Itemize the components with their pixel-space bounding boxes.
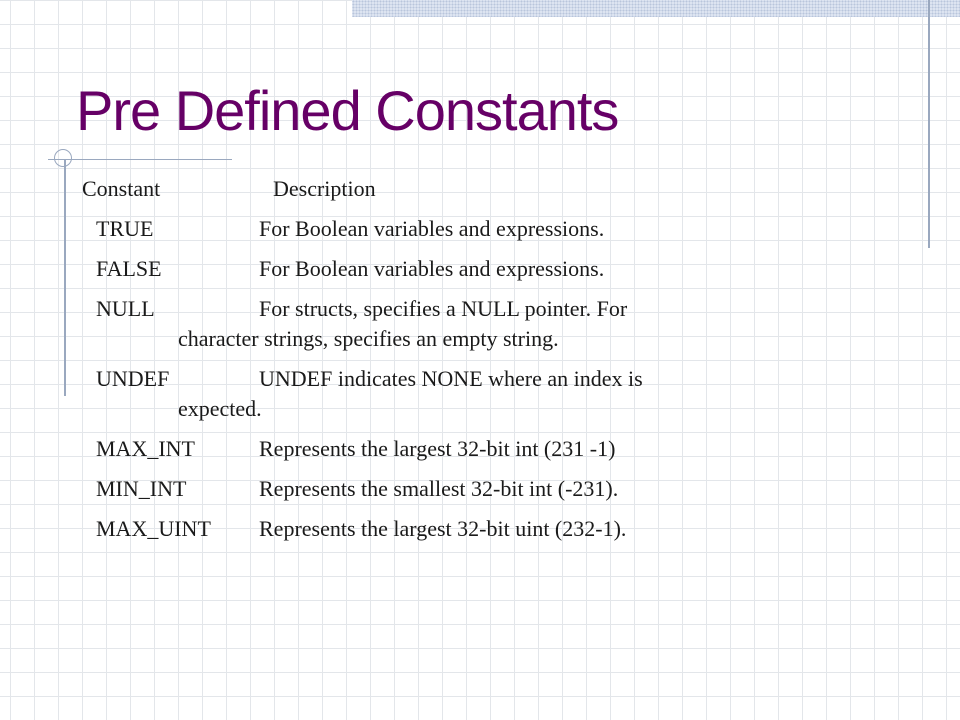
constant-description: For Boolean variables and expressions. [259, 216, 605, 241]
constant-description-continuation: character strings, specifies an empty string. [178, 326, 559, 351]
circle-ornament-icon [54, 149, 72, 167]
table-row [82, 294, 862, 354]
constant-name: TRUE [96, 216, 154, 241]
table-row [82, 364, 862, 424]
left-accent-line [64, 160, 66, 396]
table-row [82, 474, 862, 504]
constant-name: NULL [96, 296, 155, 321]
slide-title: Pre Defined Constants [76, 79, 619, 142]
constant-description: Represents the largest 32-bit uint (232-1). [259, 516, 627, 541]
table-row [82, 514, 862, 544]
right-accent-line [928, 0, 930, 248]
constant-description: UNDEF indicates NONE where an index is [259, 366, 643, 391]
constant-name: FALSE [96, 256, 162, 281]
table-row [82, 254, 862, 284]
constant-description: For structs, specifies a NULL pointer. For [259, 296, 628, 321]
title-underline [48, 159, 232, 160]
constant-description-continuation: expected. [178, 396, 262, 421]
constant-name: MAX_INT [96, 436, 195, 461]
constant-description: Represents the smallest 32-bit int (-231). [259, 476, 619, 501]
table-row [82, 434, 862, 464]
constant-name: UNDEF [96, 366, 170, 391]
constant-name: MIN_INT [96, 476, 187, 501]
header-description: Description [273, 176, 376, 201]
constant-description: Represents the largest 32-bit int (231 -1) [259, 436, 616, 461]
header-constant: Constant [82, 176, 161, 201]
constants-table [82, 174, 862, 554]
constant-description: For Boolean variables and expressions. [259, 256, 605, 281]
table-row [82, 214, 862, 244]
constant-name: MAX_UINT [96, 516, 211, 541]
top-decorative-band [352, 0, 960, 17]
table-header-row [82, 174, 862, 204]
